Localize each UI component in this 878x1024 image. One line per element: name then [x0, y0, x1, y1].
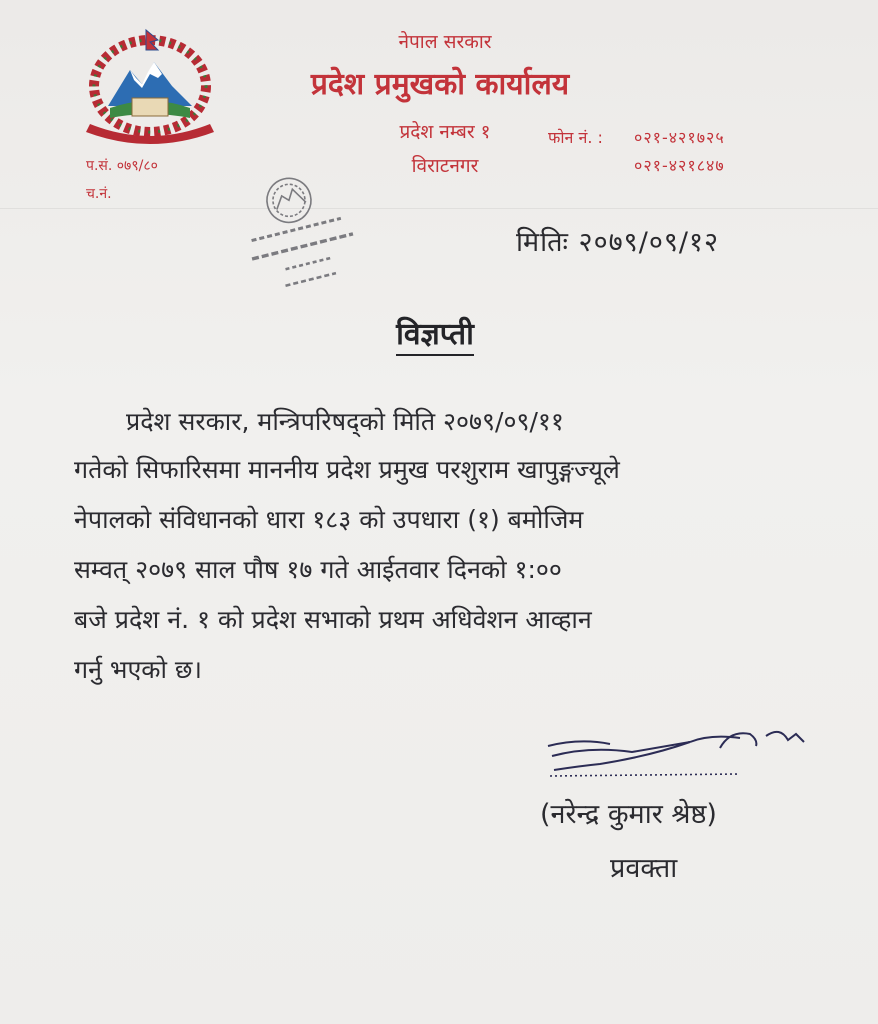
notice-line-1: प्रदेश सरकार, मन्त्रिपरिषद्‌को मिति २०७९/०९/११ — [126, 407, 564, 436]
reference-number: प.सं. ०७९/८० — [86, 158, 158, 174]
city-name: विराटनगर — [411, 155, 479, 177]
nepal-emblem-icon — [80, 28, 220, 150]
notice-line-5: बजे प्रदेश नं. १ को प्रदेश सभाको प्रथम अधिवेशन आव्हान — [74, 605, 592, 634]
letter-date: मितिः २०७९/०९/१२ — [516, 227, 720, 258]
notice-line-4: सम्वत् २०७९ साल पौष १७ गते आईतवार दिनको १:०० — [74, 555, 562, 584]
handwritten-signature — [540, 716, 830, 782]
notice-title-text: विज्ञप्ती — [396, 317, 474, 356]
phone-number-1: ०२१-४२१७२५ — [634, 128, 725, 147]
phone-number-2: ०२१-४२१८४७ — [634, 156, 725, 175]
notice-line-6: गर्नु भएको छ। — [74, 655, 202, 684]
office-name: प्रदेश प्रमुखको कार्यालय — [310, 67, 570, 102]
notice-title — [340, 312, 530, 353]
signatory-designation: प्रवक्ता — [610, 853, 678, 884]
dispatch-number: च.नं. — [86, 186, 112, 202]
notice-line-3: नेपालको संविधानको धारा १८३ को उपधारा (१) बमोजिम — [74, 505, 584, 534]
notice-line-2: गतेको सिफारिसमा माननीय प्रदेश प्रमुख परशुराम खापुङ्गज्यूले — [74, 455, 620, 484]
signatory-name: (नरेन्द्र कुमार श्रेष्ठ) — [540, 799, 717, 830]
government-name: नेपाल सरकार — [398, 31, 492, 53]
province-name: प्रदेश नम्बर १ — [399, 121, 491, 143]
phone-label: फोन नं. : — [548, 128, 603, 147]
office-stamp-icon — [228, 166, 378, 306]
